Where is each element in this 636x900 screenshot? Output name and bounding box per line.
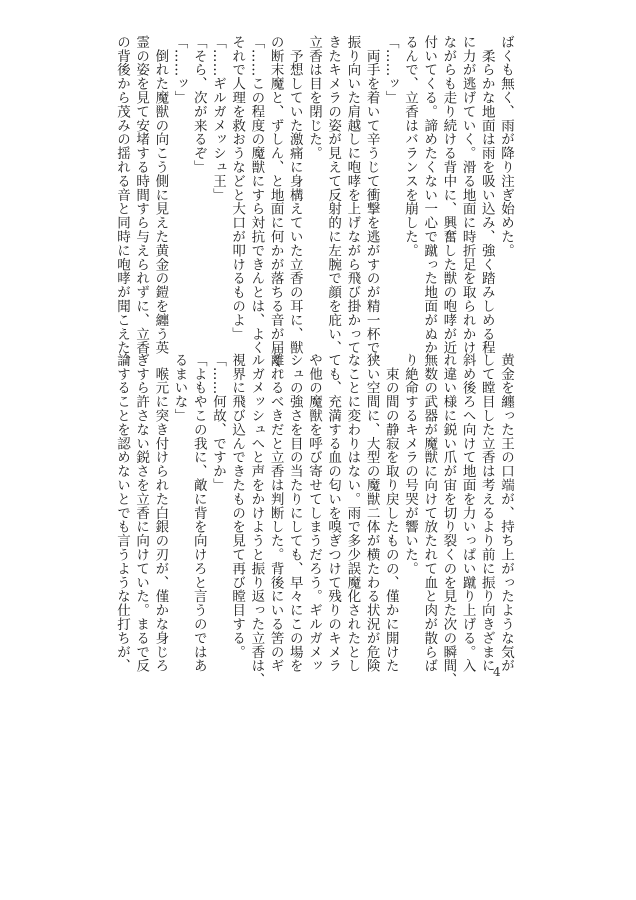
text-line: 霊の姿を見て安堵する時間すら与えられずに、立香 xyxy=(133,35,150,355)
text-line: ながらも走り続ける背中に、興奮した獣の咆哮が近 xyxy=(440,35,457,355)
text-line: 狭い空間に、大型の魔獣二体が横たわる状況が危険 xyxy=(363,353,380,673)
text-line: 斜め後ろへ向けて地面を力いっぱい蹴り上げる。入 xyxy=(459,353,476,673)
text-line: きたキメラの姿が見えて反射的に左腕で顔を庇い、 xyxy=(325,35,342,355)
text-line: して瞠目した立香は考えるより前に振り向きざまに xyxy=(478,353,495,673)
text-line: ても、充満する血の匂いを嗅ぎつけて残りのキメラ xyxy=(325,353,342,673)
text-line: 「よもやこの我に、敵に背を向けろと言うのではあ xyxy=(190,353,207,673)
text-line: 視界に飛び込んできたものを見て再び瞠目する。 xyxy=(229,353,246,659)
text-line: 予想していた激痛に身構えていた立香の耳に、獣 xyxy=(286,35,303,355)
text-line: るまいな」 xyxy=(171,353,188,423)
text-line: の断末魔と、ずしん、と地面に何かが落ちる音が届く。 xyxy=(267,35,284,383)
text-line: 付いてくる。諦めたくない一心で蹴った地面がぬか xyxy=(421,35,438,355)
text-line: の背後から茂みの揺れる音と同時に咆哮が聞こえた。 xyxy=(113,35,130,369)
text-line: れ違い様に鋭い爪が宙を切り裂くのを見た次の瞬間、 xyxy=(440,353,457,687)
text-line: それで人理を救おうなどと大口が叩けるものよ」 xyxy=(229,35,246,341)
text-line: ぎすら許さない鋭さを立香に向けていた。まるで反 xyxy=(133,353,150,673)
text-line: なことに変わりはない。雨で多少誤魔化されたとし xyxy=(344,353,361,673)
text-line: シュの強さを目の当たりにしても、早々にこの場を xyxy=(286,353,303,673)
text-line: 喉元に突き付けられた白銀の刃が、僅かな身じろ xyxy=(152,353,169,673)
text-line: 離れるべきだと立香は判断した。背後にいる筈のギ xyxy=(267,353,284,673)
text-line: り絶命するキメラの号哭が響いた。 xyxy=(401,353,418,576)
text-line: 「……ッ」 xyxy=(382,35,399,105)
text-line: 「……この程度の魔獣にすら対抗できんとは、よく xyxy=(248,35,265,355)
text-line: 論することを認めないとでも言うような仕打ちが、 xyxy=(113,353,130,673)
text-line: 「……ッ」 xyxy=(171,35,188,105)
page-number: 4 xyxy=(493,665,501,679)
text-line: ルガメッシュへと声をかけようと振り返った立香は、 xyxy=(248,353,265,687)
text-line: 束の間の静寂を取り戻したものの、僅かに開けた xyxy=(382,353,399,673)
text-line: 黄金を纏った王の口端が、持ち上がったような気が xyxy=(498,353,514,673)
text-line: 倒れた魔獣の向こう側に見えた黄金の鎧を纏う英 xyxy=(152,35,169,355)
text-line: 「……何故、ですか」 xyxy=(209,353,226,492)
text-line: るんで、立香はバランスを崩した。 xyxy=(401,35,418,258)
text-line: 両手を着いて辛うじて衝撃を逃がすのが精一杯で、 xyxy=(363,35,380,369)
upper-text-block xyxy=(113,35,515,383)
text-line: 「……ギルガメッシュ王」 xyxy=(209,35,226,202)
text-line: 振り向いた肩越しに咆哮を上げながら飛び掛かって xyxy=(344,35,361,355)
text-line: や他の魔獣を呼び寄せてしまうだろう。ギルガメッ xyxy=(305,353,322,673)
text-line: 柔らかな地面は雨を吸い込み、強く踏みしめる程 xyxy=(478,35,495,355)
text-line: 無数の武器が魔獣に向けて放たれて血と肉が散らば xyxy=(421,353,438,673)
lower-text-block xyxy=(113,353,515,687)
text-line: 「そら、次が来るぞ」 xyxy=(190,35,207,174)
text-line: 立香は目を閉じた。 xyxy=(305,35,322,161)
text-line: ばくも無く、雨が降り注ぎ始めた。 xyxy=(498,35,514,258)
text-line: に力が逃げていく。滑る地面に時折足を取られかけ xyxy=(459,35,476,355)
